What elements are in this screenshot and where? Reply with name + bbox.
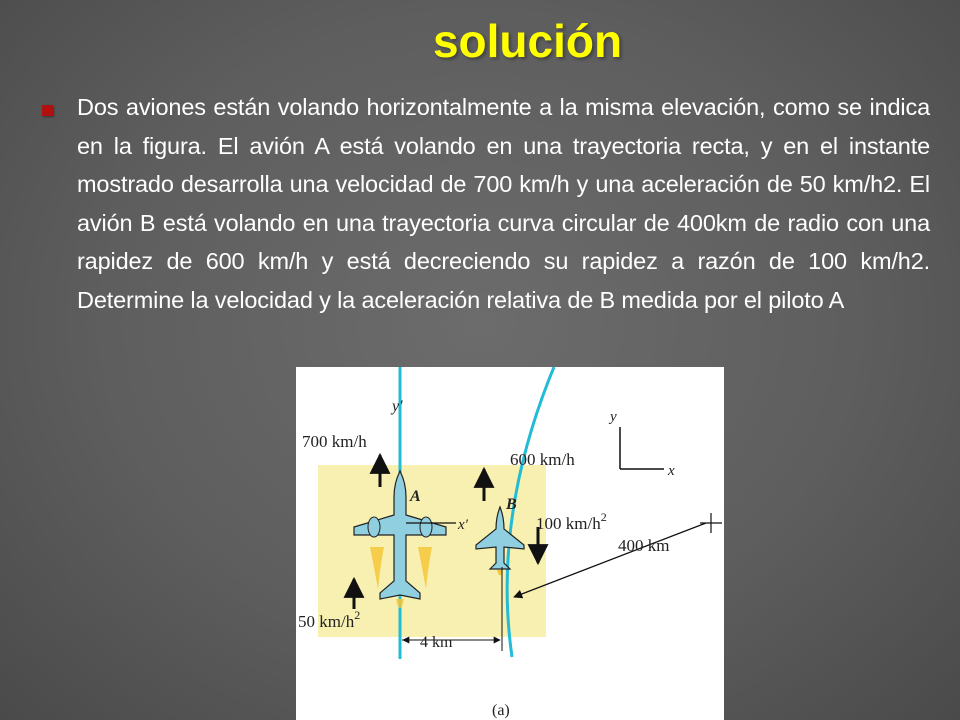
airplanes-figure	[296, 367, 724, 720]
bullet-item	[40, 88, 930, 319]
accel-b-label: 100 $km/h^2$	[536, 510, 607, 533]
figure-caption: (a)	[492, 702, 510, 719]
plane-a-label: A	[410, 488, 421, 505]
problem-text: Dos aviones están volando horizontalmente a la misma elevación, como se indica en la figura. El avión A está volando en una trayectoria recta, y en el instante mostrado desarrolla una velocidad de 700 km/h y una aceleración de 50 km/h2. El avión B está volando en una trayectoria curva circular de 400km de radio con una rapidez de 600 km/h y está decreciendo su rapidez a razón de 100 km/h2. Determine la velocidad y la aceleración relativa de B medida por el piloto A	[77, 94, 930, 313]
distance-label: 4 km	[420, 634, 453, 651]
velocity-a-label: 700 km/h	[302, 432, 367, 451]
axis-y-label: y	[610, 409, 617, 425]
radius-label: 400 km	[618, 536, 670, 555]
velocity-b-label: 600 km/h	[510, 450, 575, 469]
slide-title: solución	[432, 15, 623, 67]
bullet-marker	[42, 105, 53, 116]
axis-x-label: x	[668, 463, 675, 479]
y-prime-label: y′	[392, 398, 403, 415]
figure-drawing	[296, 367, 724, 720]
x-prime-label: x′	[458, 517, 468, 533]
accel-a-label: 50 $km/h^2$	[298, 608, 361, 631]
plane-b-label: B	[506, 496, 517, 513]
